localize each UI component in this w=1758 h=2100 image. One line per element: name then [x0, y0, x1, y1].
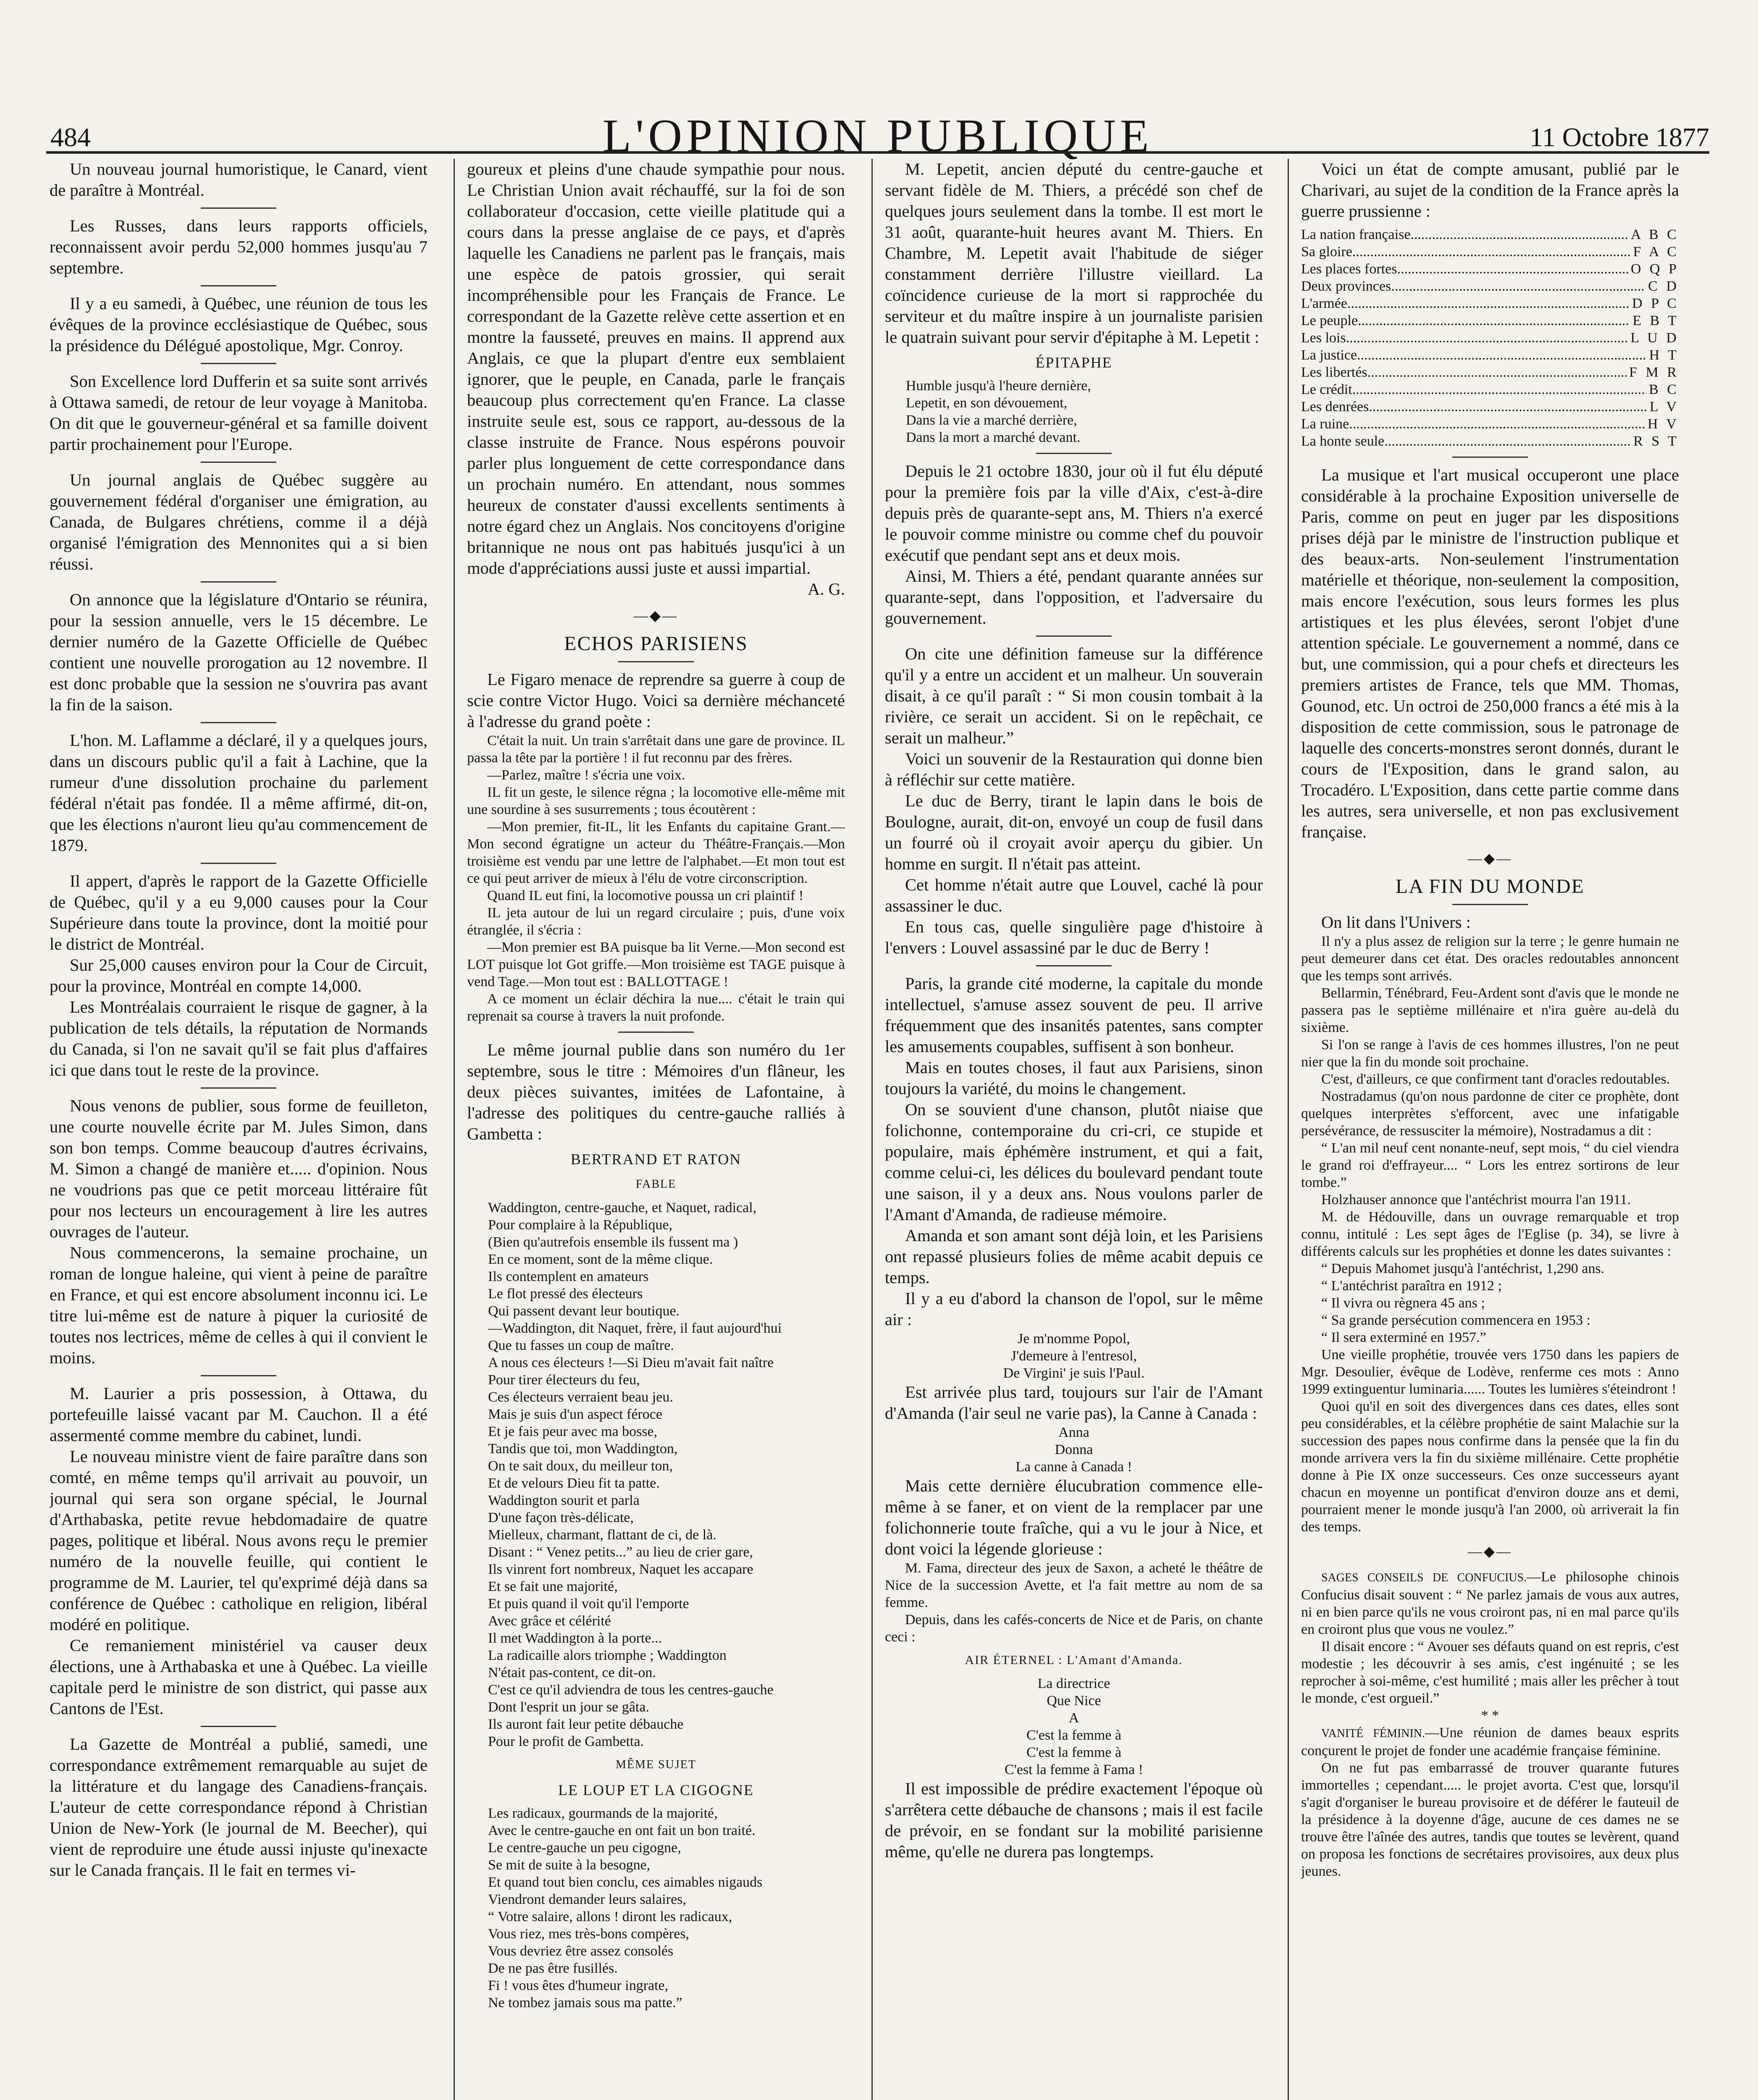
dot-leader — [1367, 364, 1627, 381]
verse-line: Avec grâce et célérité — [488, 1613, 611, 1629]
verse-line: Se mit de suite à la besogne, — [488, 1857, 651, 1873]
echos-story — [467, 732, 845, 1025]
compte-label: Les lois — [1301, 330, 1346, 346]
air-title: AIR ÉTERNEL : L'Amant d'Amanda. — [965, 1653, 1183, 1667]
column-3 — [885, 159, 1263, 2100]
verse-line: Pour le profit de Gambetta. — [488, 1734, 644, 1749]
compte-row — [1301, 433, 1679, 450]
news-item: On se souvient d'une chanson, plutôt niaise que folichonne, contemporaine du cri-cri, ce stupide et populaire, mais éphémère instrument, et qui a fait, comme celui-ci, les délices du boulevard pendant toute une saison, il y a deux ans. Nous voulons parler de l'Amant d'Amanda, de radieuse mémoire. — [885, 1100, 1263, 1224]
compte-label: Les denrées — [1301, 399, 1369, 415]
verse-line: Donna — [1055, 1442, 1093, 1457]
news-item: Il est impossible de prédire exactement l'époque où s'arrêtera cette débauche de chansons ; mais il est facile de prévoir, en se fondant sur la mobilité parisienne même, qu'elle ne durera pas longtemps. — [885, 1779, 1263, 1861]
compte-value: F A C — [1633, 244, 1679, 260]
signature: A. G. — [808, 580, 845, 598]
separator — [201, 581, 276, 583]
fin-paragraph: Une vieille prophétie, trouvée vers 1750 dans les papiers de Mgr. Desoulier, évêque de Lodève, renferme ces mots : Anno 1999 extinguentur luminaria...... Toutes les lumières s'éteindront ! — [1301, 1347, 1679, 1397]
news-item: Mais en toutes choses, il faut aux Parisiens, sinon toujours la variété, du moins le changement. — [885, 1058, 1263, 1098]
verse-line: —Waddington, dit Naquet, frère, il faut aujourd'hui — [488, 1320, 782, 1336]
news-item: Depuis le 21 octobre 1830, jour où il fut élu député pour la première fois par la ville d'Aix, c'est-à-dire depuis près de quarante-sept ans, M. Thiers n'a exercé le pouvoir comme ministre ou comme chef du pouvoir exécutif que pendant sept ans et deux mois. — [885, 462, 1263, 564]
news-item: Est arrivée plus tard, toujours sur l'air de l'Amant d'Amanda (l'air seul ne varie pas), la Canne à Canada : — [885, 1383, 1263, 1423]
news-item: M. Laurier a pris possession, à Ottawa, du portefeuille laissé vacant par M. Cauchon. Il a été assermenté comme membre du cabinet, lundi. — [50, 1384, 428, 1445]
column-4 — [1301, 159, 1679, 2100]
news-item: Cet homme n'était autre que Louvel, caché là pour assassiner le duc. — [885, 875, 1263, 915]
compte-value: R S T — [1633, 433, 1679, 449]
verse-line: J'demeure à l'entresol, — [1010, 1348, 1137, 1364]
fin-paragraph: M. de Hédouville, dans un ouvrage remarquable et trop connu, intitulé : Les sept âges de l'Eglise (p. 34), se livre à différents calculs sur les prophéties et donne les dates suivantes : — [1301, 1209, 1679, 1259]
fin-paragraph: Il n'y a plus assez de religion sur la terre ; le genre humain ne peut demeurer dans cet état. Des oracles redoutables annoncent que les temps sont arrivés. — [1301, 934, 1679, 984]
dot-leader — [1346, 329, 1628, 346]
news-item: Les Russes, dans leurs rapports officiels, reconnaissent avoir perdu 52,000 hommes jusqu'au 7 septembre. — [50, 216, 428, 277]
fable-subtitle: MÊME SUJET — [616, 1758, 696, 1771]
compte-row — [1301, 398, 1679, 415]
news-item: On ne fut pas embarrassé de trouver quarante futures immortelles ; cependant..... le projet avorta. C'est que, lorsqu'il s'agit d'organiser le bureau provisoire et de déférer le fauteuil de la présidence à la doyenne d'âge, aucune de ces dames ne se trouve être l'aînée des autres, tandis que toutes se levèrent, quand on proposa les fonctions de secrétaires provisoires, aux deux plus jeunes. — [1301, 1760, 1679, 1879]
separator — [1036, 453, 1112, 454]
news-item: Son Excellence lord Dufferin et sa suite sont arrivés à Ottawa samedi, de retour de leur voyage à Manitoba. On dit que le gouverneur-général et sa famille doivent partir prochainement pour l'Europe. — [50, 372, 428, 454]
compte-value: F M R — [1629, 365, 1679, 380]
echos-intro-2: Le même journal publie dans son numéro du 1er septembre, sous le titre : Mémoires d'un flâneur, les deux pièces suivantes, imitées de Lafontaine, à l'adresse des politiques du centre-gauche ralliés à Gambetta : — [467, 1040, 845, 1143]
news-item: M. Lepetit, ancien député du centre-gauche et servant fidèle de M. Thiers, a précédé son chef de quelques jours seulement dans la tombe. Il est mort le 31 août, quarante-huit heures avant M. Thiers. En Chambre, M. Lepetit avait l'habitude de siéger constamment derrière l'illustre vieillard. La coïncidence curieuse de la mort si rapprochée du serviteur et du maître inspire à un journaliste parisien le quatrain suivant pour servir d'épitaphe à M. Lepetit : — [885, 160, 1263, 346]
compte-label: L'armée — [1301, 296, 1347, 311]
fin-paragraph: Holzhauser annonce que l'antéchrist mourra l'an 1911. — [1321, 1192, 1631, 1208]
news-item: Voici un souvenir de la Restauration qui donne bien à réfléchir sur cette matière. — [885, 749, 1263, 789]
news-item — [1301, 1724, 1679, 1759]
page-number: 484 — [50, 122, 91, 152]
separator — [618, 661, 694, 662]
compte-row — [1301, 381, 1679, 398]
dot-leader — [1391, 278, 1645, 295]
dot-leader — [1397, 260, 1628, 278]
news-item: On annonce que la législature d'Ontario se réunira, pour la session annuelle, vers le 15 décembre. Le dernier numéro de la Gazette Officielle de Québec contient une nouvelle prorogation au 12 novembre. Il est donc probable que la session ne s'ouvrira pas avant la fin de la saison. — [50, 590, 428, 714]
verse-line: Ces électeurs verraient beau jeu. — [488, 1389, 673, 1405]
verse-line: Ne tombez jamais sous ma patte.” — [488, 1995, 682, 2011]
verse-line: (Bien qu'autrefois ensemble ils fussent ma ) — [488, 1234, 738, 1250]
header-rule — [46, 151, 1709, 154]
verse-line: Humble jusqu'à l'heure dernière, — [906, 378, 1091, 394]
compte-value: B C — [1649, 382, 1679, 397]
compte-label: La ruine — [1301, 416, 1349, 432]
newspaper-title: L'OPINION PUBLIQUE — [602, 110, 1153, 162]
column-divider — [1288, 159, 1289, 2100]
verse-line: A — [1068, 1710, 1079, 1726]
column-2 — [467, 159, 845, 2100]
news-item: Depuis, dans les cafés-concerts de Nice et de Paris, on chante ceci : — [885, 1612, 1263, 1645]
verse-line: Et quand tout bien conclu, ces aimables nigauds — [488, 1874, 763, 1890]
verse-line: C'est la femme à Fama ! — [1005, 1762, 1143, 1777]
item-text: —Une réunion de dames beaux esprits conçurent le projet de fonder une académie française féminine. — [1301, 1725, 1679, 1759]
verse-line: Le flot pressé des électeurs — [488, 1286, 643, 1302]
story-paragraph: —Mon premier, fit-IL, lit les Enfants du capitaine Grant.—Mon second égratigne un acteur du Théâtre-Français.—Mon troisième est vendu par une lettre de l'alphabet.—Et mon tout est ce qui peut arriver de mieux à l'élu de votre circonscription. — [467, 819, 845, 886]
news-item: L'hon. M. Laflamme a déclaré, il y a quelques jours, dans un discours public qu'il a fait à Lachine, que la rumeur d'une dissolution prochaine du parlement fédéral n'était pas fondée. Il a même affirmé, dit-on, que les élections n'auront lieu qu'au commencement de 1879. — [50, 731, 428, 855]
dot-leader — [1357, 346, 1647, 364]
verse-line: Viendront demander leurs salaires, — [488, 1892, 686, 1907]
dot-leader — [1384, 433, 1631, 450]
news-item: Amanda et son amant sont déjà loin, et les Parisiens ont repassé plusieurs folies de même acabit depuis ce temps. — [885, 1226, 1263, 1287]
column-1 — [50, 159, 428, 2100]
verse-line: N'était pas-content, ce dit-on. — [488, 1665, 656, 1680]
dot-leader — [1352, 243, 1631, 260]
compte-label: Les places fortes — [1301, 261, 1397, 277]
news-item: Nous commencerons, la semaine prochaine, un roman de longue haleine, qui vient à peine de paraître en France, et qui est encore absolument inconnu ici. Le titre lui-même est de nature à piquer la curiosité de toutes nos lectrices, même de celles à qui il convient le moins. — [50, 1243, 428, 1367]
issue-date: 11 Octobre 1877 — [1530, 122, 1709, 152]
dot-leader — [1358, 312, 1630, 329]
verse-line: Je m'nomme Popol, — [1018, 1331, 1130, 1347]
news-item: Il disait encore : “ Avouer ses défauts quand on est repris, c'est modestie ; les découvrir à ses amis, c'est ingénuité ; se les reprocher à soi-même, c'est humilité ; mais aller les prêcher à tout le monde, c'est orgueil.” — [1301, 1639, 1679, 1706]
story-paragraph: IL jeta autour de lui un regard circulaire ; puis, d'une voix étranglée, il s'écria : — [467, 905, 845, 938]
ornament-divider: —◆— — [633, 608, 679, 624]
verse-line: Mielleux, charmant, flattant de ci, de là. — [488, 1527, 716, 1543]
fable-verse — [467, 1805, 845, 2011]
compte-row — [1301, 329, 1679, 346]
separator — [201, 1087, 276, 1089]
epitaphe-verse — [885, 377, 1263, 446]
news-item: Sur 25,000 causes environ pour la Cour de Circuit, pour la province, Montréal en compte 14,000. — [50, 956, 428, 995]
story-paragraph: A ce moment un éclair déchira la nue.... c'était le train qui reprenait sa course à travers la nuit profonde. — [467, 991, 845, 1024]
verse-line: Il met Waddington à la porte... — [488, 1630, 662, 1646]
story-paragraph: —Mon premier est BA puisque ba lit Verne.—Mon second est LOT puisque lot Got griffe.—Mon troisième est TAGE puisque à vend Tage.—Mon tout est : BALLOTTAGE ! — [467, 940, 845, 990]
compte-value: H T — [1649, 347, 1679, 363]
song-verse — [885, 1424, 1263, 1475]
compte-row — [1301, 312, 1679, 329]
verse-line: “ Votre salaire, allons ! diront les radicaux, — [488, 1909, 732, 1924]
story-paragraph: —Parlez, maître ! s'écria une voix. — [487, 767, 685, 783]
news-item: La Gazette de Montréal a publié, samedi, une correspondance extrêmement remarquable au sujet de la littérature et du langage des Canadiens-français. L'auteur de cette correspondance répond à Christian Union de New-York (le journal de M. Beecher), qui vient de reproduire une étude aussi injuste qu'inexacte sur le Canada français. Il le fait en termes vi- — [50, 1735, 428, 1880]
compte-label: La justice — [1301, 347, 1357, 363]
asterism: * * — [1481, 1708, 1499, 1723]
compte-row — [1301, 346, 1679, 364]
page-header — [46, 88, 1709, 162]
verse-line: La directrice — [1037, 1676, 1110, 1691]
verse-line: D'une façon très-délicate, — [488, 1510, 634, 1525]
verse-line: Fi ! vous êtes d'humeur ingrate, — [488, 1978, 669, 1993]
news-item: On cite une définition fameuse sur la différence qu'il y a entre un accident et un malheur. Un souverain disait, à ce qu'il paraît : “ Si mon cousin tombait à la rivière, ce serait un accident. Si on le repêchait, ce serait un malheur.” — [885, 644, 1263, 747]
news-item: Mais cette dernière élucubration commence elle-même à se faner, et on vient de la remplacer par une folichonnerie toute fraîche, qui a vu le jour à Nice, et dont voici la légende glorieuse : — [885, 1476, 1263, 1558]
verse-line: Le centre-gauche un peu cigogne, — [488, 1840, 681, 1856]
verse-line: La radicaille alors triomphe ; Waddington — [488, 1648, 727, 1663]
news-item: Il y a eu samedi, à Québec, une réunion de tous les évêques de la province ecclésiastique de Québec, sous la présidence du Délégué apostolique, Mgr. Conroy. — [50, 294, 428, 355]
separator — [618, 1032, 694, 1033]
compte-row — [1301, 415, 1679, 433]
separator — [201, 863, 276, 864]
song-verse — [885, 1330, 1263, 1382]
compte-row — [1301, 278, 1679, 295]
fin-paragraph: Si l'on se range à l'avis de ces hommes illustres, l'on ne peut nier que la fin du monde soit prochaine. — [1301, 1037, 1679, 1070]
verse-line: Vous devriez être assez consolés — [488, 1943, 674, 1959]
verse-line: Dont l'esprit un jour se gâta. — [488, 1699, 649, 1715]
compte-value: D P C — [1632, 296, 1679, 311]
compte-table — [1301, 226, 1679, 450]
news-item: Un nouveau journal humoristique, le Canard, vient de paraître à Montréal. — [50, 160, 428, 200]
verse-line: Que Nice — [1047, 1693, 1101, 1709]
compte-value: L V — [1650, 399, 1679, 415]
fable-verse — [467, 1199, 845, 1750]
news-item: Nous venons de publier, sous forme de feuilleton, une courte nouvelle écrite par M. Jules Simon, dans son bon temps. Comme beaucoup d'autres écrivains, M. Simon a changé de manière et..... d'opinion. Nous ne voudrions pas que ce petit morceau littéraire fût pour nos lecteurs un encouragement à lire les autres ouvrages de l'auteur. — [50, 1096, 428, 1241]
verse-line: Ils auront fait leur petite débauche — [488, 1717, 684, 1732]
verse-line: On te sait doux, du meilleur ton, — [488, 1458, 673, 1474]
news-item: Les Montréalais courraient le risque de gagner, à la publication de tels détails, la réputation de Normands du Canada, si l'on ne savait qu'il se fait plus d'affaires ici que dans tout le reste de la province. — [50, 998, 428, 1079]
fin-paragraph: C'est, d'ailleurs, ce que confirment tant d'oracles redoutables. — [1321, 1071, 1670, 1087]
verse-line: Avec le centre-gauche en ont fait un bon traité. — [488, 1823, 756, 1838]
news-item: Voici un état de compte amusant, publié par le Charivari, au sujet de la condition de la France après la guerre prussienne : — [1301, 160, 1679, 220]
verse-line: Disant : “ Venez petits...” au lieu de crier gare, — [488, 1544, 753, 1560]
fin-paragraph: Nostradamus (qu'on nous pardonne de citer ce prophète, dont quelques interprètes s'efforcent, avec une infatigable persévérance, de ressusciter la mémoire), Nostradamus a dit : — [1301, 1089, 1679, 1139]
verse-line: Pour tirer électeurs du feu, — [488, 1372, 640, 1388]
separator — [201, 363, 276, 364]
news-item: Paris, la grande cité moderne, la capitale du monde intellectuel, s'amuse assez souvent de peu. Il arrive fréquemment que des insanités patentes, sans compter les amusements coupables, suffisent à son bonheur. — [885, 974, 1263, 1056]
section-title-fin: LA FIN DU MONDE — [1396, 875, 1585, 898]
compte-label: Les libertés — [1301, 365, 1367, 380]
news-item: Ainsi, M. Thiers a été, pendant quarante années sur quarante-sept, dans l'opposition, et l'adversaire du gouvernement. — [885, 567, 1263, 627]
story-paragraph: IL fit un geste, le silence régna ; la locomotive elle-même mit une sourdine à ses susurrements ; tous écoutèrent : — [467, 785, 845, 817]
compte-value: A B C — [1630, 227, 1679, 242]
verse-line: Qui passent devant leur boutique. — [488, 1303, 680, 1319]
separator — [201, 722, 276, 723]
ornament-divider: —◆— — [1467, 851, 1513, 866]
separator — [201, 285, 276, 286]
news-item: Le nouveau ministre vient de faire paraître dans son comté, en même temps qu'il arrivait au pouvoir, un journal qui sera son organe spécial, le Journal d'Arthabaska, petite revue hebdomadaire de quatre pages, politique et libéral. Nous avons reçu le premier numéro de la nouvelle feuille, qui contient le programme de M. Laurier, tel qu'exprimé déjà dans sa conférence de Québec : catholique en religion, libéral modéré en politique. — [50, 1447, 428, 1634]
column-divider — [454, 159, 455, 2100]
song-verse — [885, 1675, 1263, 1778]
verse-line: Ils contemplent en amateurs — [488, 1269, 649, 1284]
compte-row — [1301, 260, 1679, 278]
ornament-divider: —◆— — [1467, 1544, 1513, 1559]
compte-row — [1301, 243, 1679, 260]
news-item: Un journal anglais de Québec suggère au gouvernement fédéral d'organiser une émigration, au Canada, de Bulgares chrétiens, comme il a déjà organisé l'émigration des Mennonites qui a si bien réussi. — [50, 470, 428, 573]
column-divider — [871, 159, 873, 2100]
verse-line: De Virgini' je suis l'Paul. — [1003, 1365, 1145, 1381]
separator — [201, 207, 276, 209]
fin-paragraph: “ Depuis Mahomet jusqu'à l'antéchrist, 1,290 ans. — [1321, 1261, 1605, 1276]
compte-value: L U D — [1630, 330, 1679, 346]
verse-line: Que tu fasses un coup de maître. — [488, 1338, 674, 1353]
fin-du-monde-text — [1301, 933, 1679, 1536]
compte-label: Le crédit — [1301, 382, 1352, 397]
news-item: Le duc de Berry, tirant le lapin dans le bois de Boulogne, aurait, dit-on, envoyé un coup de fusil dans un fourré où il croyait avoir aperçu du gibier. Un homme en surgit. Il n'était pas atteint. — [885, 791, 1263, 873]
verse-line: Lepetit, en son dévouement, — [906, 395, 1068, 411]
news-item: Il y a eu d'abord la chanson de l'opol, sur le même air : — [885, 1289, 1263, 1329]
verse-line: Et je fais peur avec ma bosse, — [488, 1424, 658, 1439]
verse-line: La canne à Canada ! — [1015, 1459, 1132, 1475]
dot-leader — [1349, 415, 1645, 433]
fable-title: BERTRAND ET RATON — [570, 1151, 742, 1168]
dot-leader — [1352, 381, 1646, 398]
verse-line: En ce moment, sont de la même clique. — [488, 1252, 713, 1267]
story-paragraph: C'était la nuit. Un train s'arrêtait dans une gare de province. IL passa la tête par la portière ! il fut reconnu par des frères. — [467, 733, 845, 766]
story-paragraph: Quand IL eut fini, la locomotive poussa un cri plaintif ! — [487, 888, 804, 903]
section-title-echos: ECHOS PARISIENS — [564, 633, 748, 655]
separator — [1452, 457, 1528, 458]
verse-line: C'est ce qu'il adviendra de tous les centres-gauche — [488, 1682, 774, 1698]
compte-label: La honte seule — [1301, 433, 1385, 449]
verse-line: Vous riez, mes très-bons compères, — [488, 1926, 690, 1942]
verse-line: Waddington sourit et parla — [488, 1493, 640, 1508]
verse-line: Dans la vie a marché derrière, — [906, 412, 1077, 428]
fin-paragraph: “ L'antéchrist paraîtra en 1912 ; — [1321, 1278, 1502, 1294]
separator — [1452, 904, 1528, 905]
separator — [1036, 635, 1112, 637]
echos-intro: Le Figaro menace de reprendre sa guerre à coup de scie contre Victor Hugo. Voici sa dernière méchanceté à l'adresse du grand poète : — [467, 670, 845, 731]
verse-line: Tandis que toi, mon Waddington, — [488, 1441, 678, 1457]
separator — [1036, 965, 1112, 966]
fin-paragraph: Bellarmin, Ténébrard, Feu-Ardent sont d'avis que le monde ne passera pas le septième millénaire et n'ira guère au-delà du sixième. — [1301, 985, 1679, 1035]
item-text: —Le philosophe chinois Confucius disait souvent : “ Ne parlez jamais de vous aux autres, ni en bien parce qu'ils ne vous croiront pas, ni en mal parce qu'ils en croiront plus que vous ne voulez.” — [1301, 1569, 1679, 1637]
verse-line: Les radicaux, gourmands de la majorité, — [488, 1806, 718, 1821]
compte-row — [1301, 295, 1679, 312]
verse-line: Waddington, centre-gauche, et Naquet, radical, — [488, 1200, 757, 1215]
compte-label: La nation française — [1301, 227, 1411, 242]
item-lead: SAGES CONSEILS DE CONFUCIUS. — [1321, 1571, 1527, 1584]
verse-line: Anna — [1058, 1425, 1089, 1440]
verse-line: Pour complaire à la République, — [488, 1217, 673, 1233]
news-item: Il appert, d'après le rapport de la Gazette Officielle de Québec, qu'il y a eu 9,000 causes pour la Cour Supérieure dans toute la province, dont la moitié pour le district de Montréal. — [50, 872, 428, 953]
news-item: En tous cas, quelle singulière page d'histoire à l'envers : Louvel assassiné par le duc de Berry ! — [885, 917, 1263, 957]
item-lead: VANITÉ FÉMININ. — [1321, 1727, 1425, 1740]
verse-line: C'est la femme à — [1026, 1745, 1122, 1760]
separator — [201, 1375, 276, 1376]
verse-line: C'est la femme à — [1026, 1727, 1122, 1743]
compte-row — [1301, 364, 1679, 381]
news-item: La musique et l'art musical occuperont une place considérable à la prochaine Exposition universelle de Paris, comme on peut en juger par les dispositions prises déjà par le ministre de l'instruction publique et des beaux-arts. Non-seulement l'instrumentation matérielle et théorique, non-seulement la composition, mais encore l'exécution, sous leurs formes les plus artistiques et les plus élevées, seront l'objet d'une attention spéciale. Le gouvernement a nommé, dans ce but, une commission, qui a pour chefs et directeurs les premiers artistes de France, tels que MM. Thomas, Gounod, etc. Un octroi de 250,000 francs a été mis à la disposition de cette commission, sous le patronage de laquelle des concerts-monstres seront donnés, durant le cours de l'Exposition, dans le grand salon, au Trocadéro. L'Exposition, dans cette partie comme dans les autres, sera universelle, et non pas exclusivement française. — [1301, 465, 1679, 841]
compte-label: Le peuple — [1301, 313, 1358, 328]
verse-line: Dans la mort a marché devant. — [906, 430, 1081, 445]
verse-line: Et se fait une majorité, — [488, 1579, 618, 1594]
separator — [201, 462, 276, 463]
verse-line: Mais je suis d'un aspect féroce — [488, 1407, 662, 1422]
fin-paragraph: Quoi qu'il en soit des divergences dans ces dates, elles sont peu considérables, et la célèbre prophétie de saint Malachie sur la succession des papes nous confirme dans la pensée que la fin du monde arrivera vers la fin du sixième millénaire. Cette prophétie donne à Pie IX onze successeurs. Ces onze successeurs ayant chacun en moyenne un pontificat d'environ douze ans et demi, pourraient mener le monde jusqu'à l'an 2000, où arriverait la fin des temps. — [1301, 1399, 1679, 1535]
news-item: Ce remaniement ministériel va causer deux élections, une à Arthabaska et une à Québec. La vieille capitale perd le ministre de son district, qui passe aux Cantons de l'Est. — [50, 1636, 428, 1718]
fin-paragraph: “ Sa grande persécution commencera en 1953 : — [1321, 1312, 1591, 1328]
epitaphe-title: ÉPITAPHE — [1035, 354, 1113, 371]
fin-paragraph: “ Il vivra ou règnera 45 ans ; — [1321, 1295, 1485, 1311]
fin-paragraph: “ Il sera exterminé en 1957.” — [1321, 1330, 1486, 1345]
verse-line: Ils vinrent fort nombreux, Naquet les accapare — [488, 1562, 753, 1577]
fable-subtitle: FABLE — [635, 1178, 677, 1191]
verse-line: Et de velours Dieu fit ta patte. — [488, 1475, 660, 1491]
verse-line: A nous ces électeurs !—Si Dieu m'avait fait naître — [488, 1355, 774, 1370]
compte-value: H V — [1648, 416, 1679, 432]
dot-leader — [1347, 295, 1629, 312]
compte-value: E B T — [1632, 313, 1679, 328]
news-item — [1301, 1568, 1679, 1638]
dot-leader — [1411, 226, 1628, 243]
verse-line: Et puis quand il voit qu'il l'emporte — [488, 1596, 689, 1612]
verse-line: De ne pas être fusillés. — [488, 1961, 618, 1976]
compte-value: C D — [1648, 278, 1679, 294]
separator — [201, 1726, 276, 1727]
compte-label: Sa gloire — [1301, 244, 1352, 260]
news-item: M. Fama, directeur des jeux de Saxon, a acheté le théâtre de Nice de la succession Avette, et l'a fait mettre au nom de sa femme. — [885, 1560, 1263, 1610]
fin-paragraph: “ L'an mil neuf cent nonante-neuf, sept mois, “ du ciel viendra le grand roi d'effrayeur.... “ Lors les entrez sortirons de leur tombe.” — [1301, 1140, 1679, 1190]
dot-leader — [1369, 398, 1647, 415]
continued-paragraph: goureux et pleins d'une chaude sympathie pour nous. Le Christian Union avait réchauffé, sur la foi de son collaborateur d'occasion, cette vieille platitude qui a cours dans la presse anglaise de ce pays, et d'après laquelle les Canadiens ne parlent pas le français, mais une espèce de patois grossier, qui serait incompréhensible pour les Français de France. Le correspondant de la Gazette relève cette assertion et en montre la fausseté, preuves en mains. Il apprend aux Anglais, ce que la plupart d'entre eux semblaient ignorer, que le peuple, en Canada, parle le français beaucoup plus correctement qu'en France. La classe instruite seule est, sous ce rapport, au-dessous de la classe instruite de France. Nous espérons pouvoir parler plus longuement de cette correspondance dans un prochain numéro. En attendant, nous sommes heureux de constater d'aussi excellents sentiments à notre égard chez un Anglais. Nos concitoyens d'origine britannique ne nous ont pas habitués jusqu'ici à un mode d'appréciations aussi juste et aussi impartial. — [467, 160, 845, 578]
compte-value: O Q P — [1630, 261, 1679, 277]
fable-title: LE LOUP ET LA CIGOGNE — [558, 1782, 754, 1798]
compte-label: Deux provinces — [1301, 278, 1391, 294]
compte-row — [1301, 226, 1679, 243]
fin-intro: On lit dans l'Univers : — [1321, 913, 1471, 932]
